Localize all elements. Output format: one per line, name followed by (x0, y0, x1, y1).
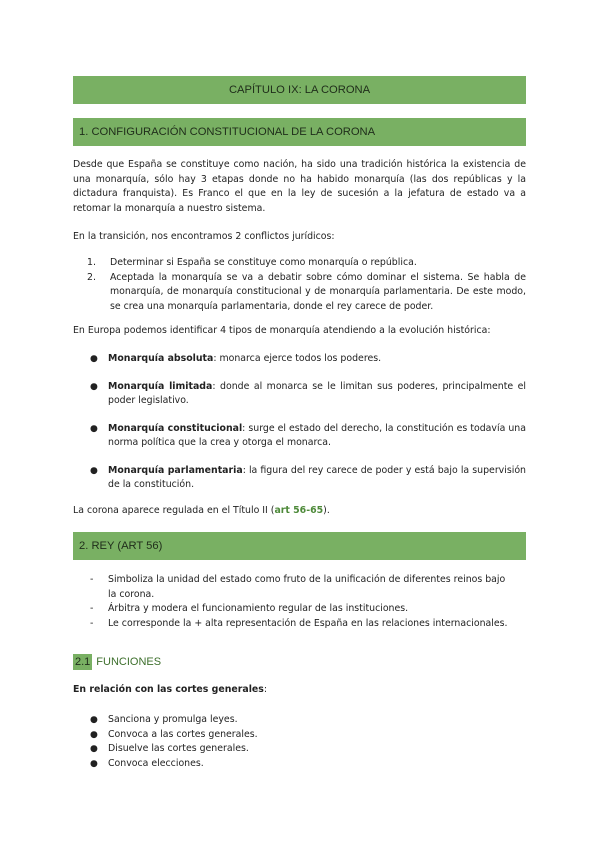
monarchy-type-item (90, 380, 526, 409)
bullet-icon: ● (90, 729, 98, 740)
cortes-function-text: Convoca a las cortes generales. (108, 728, 258, 740)
bullet-icon: ● (90, 758, 98, 769)
cortes-function-text: Disuelve las cortes generales. (108, 743, 249, 754)
bullet-icon: ● (90, 744, 98, 754)
bullet-icon: ● (90, 354, 98, 364)
cortes-label: En relación con las cortes generales (73, 684, 264, 695)
dash-marker: - (90, 603, 94, 614)
section2-heading-banner (73, 532, 526, 560)
regulation-suffix: ). (323, 505, 330, 516)
conflict-item (87, 271, 526, 315)
article-reference: art 56-65 (274, 505, 324, 516)
monarchy-types-list (90, 352, 526, 493)
cortes-function-item (90, 757, 526, 772)
functions-subheading (73, 654, 161, 670)
king-point-item (90, 617, 510, 632)
cortes-label-paragraph (73, 683, 526, 698)
cortes-function-item (90, 713, 526, 728)
subheading-number: 2.1 (75, 656, 91, 668)
king-point-item (90, 602, 510, 617)
monarchy-type-desc: : monarca ejerce todos los poderes. (213, 353, 382, 364)
king-point-text: Le corresponde la + alta representación de España en las relaciones internacionales. (108, 617, 508, 629)
monarchy-type-item (90, 422, 526, 451)
bullet-icon: ● (90, 465, 98, 476)
monarchy-type-term: Monarquía absoluta (108, 353, 214, 364)
section1-heading: 1. CONFIGURACIÓN CONSTITUCIONAL DE LA CORONA (79, 126, 376, 138)
cortes-functions-list (90, 713, 526, 771)
monarchy-type-desc: : surge el estado del derecho, la constitución es todavía una norma política que la crea y otorga el monarca. (108, 422, 526, 448)
monarchy-type-term: Monarquía parlamentaria (108, 464, 243, 476)
king-point-text: Árbitra y modera el funcionamiento regular de las instituciones. (108, 603, 409, 614)
bullet-icon: ● (90, 715, 98, 725)
dash-marker: - (90, 617, 94, 629)
cortes-colon: : (263, 684, 268, 695)
conflict-text: Determinar si España se constituye como monarquía o república. (110, 257, 417, 268)
section2-heading: 2. REY (ART 56) (79, 540, 163, 552)
king-point-item (90, 573, 510, 602)
chapter-title-banner (73, 76, 526, 104)
section1-intro-paragraph: Desde que España se constituye como nación, ha sido una tradición histórica la existencia de una monarquía, sólo hay 3 etapas donde no ha habido monarquía (las dos repúblicas y la dictadura franquista). Es Franco el que en la ley de sucesión a la jefatura de estado va a retomar la monarquía a nuestro sistema. (73, 159, 526, 214)
monarchy-type-item (90, 352, 526, 367)
regulation-prefix: La corona aparece regulada en el Título II ( (73, 505, 275, 516)
types-intro-paragraph: En Europa podemos identificar 4 tipos de monarquía atendiendo a la evolución histórica: (73, 325, 491, 336)
monarchy-type-term: Monarquía limitada (108, 380, 213, 392)
cortes-function-item (90, 742, 526, 757)
chapter-title: CAPÍTULO IX: LA CORONA (228, 84, 371, 96)
regulation-paragraph (73, 504, 526, 519)
subheading-title: FUNCIONES (96, 656, 162, 668)
conflict-number: 2. (87, 271, 96, 283)
monarchy-type-desc: : la figura del rey carece de poder y está bajo la supervisión de la constitución. (108, 464, 526, 490)
bullet-icon: ● (90, 381, 98, 392)
section1-heading-banner (73, 118, 526, 146)
conflicts-list (87, 256, 526, 314)
conflict-number: 1. (87, 257, 96, 268)
monarchy-type-desc: : donde al monarca se le limitan sus poderes, principalmente el poder legislativo. (108, 380, 527, 406)
monarchy-type-term: Monarquía constitucional (108, 422, 243, 434)
transition-intro-paragraph: En la transición, nos encontramos 2 conflictos jurídicos: (73, 231, 335, 242)
conflict-item (87, 256, 526, 271)
bullet-icon: ● (90, 423, 98, 434)
cortes-function-item (90, 728, 526, 743)
cortes-function-text: Sanciona y promulga leyes. (108, 714, 238, 725)
dash-marker: - (90, 574, 94, 585)
conflict-text: Aceptada la monarquía se va a debatir sobre cómo dominar el sistema. Se habla de monarquía, de monarquía constitucional y de monarquía parlamentaria. De este modo, se crea una monarquía parlamentaria, donde el rey carece de poder. (110, 271, 526, 312)
king-point-text: Simboliza la unidad del estado como fruto de la unificación de diferentes reinos bajo la corona. (108, 574, 506, 600)
king-points-list (90, 573, 510, 631)
monarchy-type-item (90, 464, 526, 493)
cortes-function-text: Convoca elecciones. (108, 757, 204, 769)
